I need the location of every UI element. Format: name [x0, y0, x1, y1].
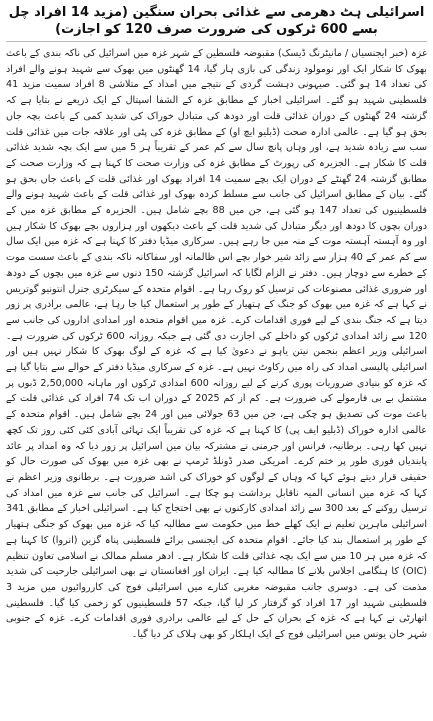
article-headline: اسرائیلی ہٹ دھرمی سے غذائی بحران سنگین (مزید 14 افراد چل بسے 600 ٹرکوں کی ضرورت صرف 120 کو اجازت)	[6, 4, 427, 42]
article-body: غزہ (خبر ایجنسیاں / مانیٹرنگ ڈیسک) مقبوضہ فلسطین کے شہر غزہ میں اسرائیل کی ناکہ بندی کے باعث بھوک کا شکار ایک اور نومولود زندگی کی بازی ہار گیا، 14 گھنٹوں میں بھوک سے شہید ہونے والے افراد کی تعداد 14 ہو گئی۔ صیہونی دہشت گردی کے نتیجے میں امداد کے متلاشی 8 افراد سمیت مزید 41 فلسطینی شہید ہو گئے۔ اسرائیلی اخبار کے مطابق غزہ کے الشفا اسپتال کے ایک ذریعے نے بتایا ہے کہ گزشتہ 24 گھنٹوں کے دوران غذائی قلت اور دودھ کی متبادل خوراک کی شدید کمی کے باعث بچہ جاں بحق ہو گیا ہے۔ عالمی ادارہ صحت (ڈبلیو ایچ او) کے مطابق غزہ کی پٹی اور علاقہ جات میں غذائی قلت سب سے زیادہ شدید ہے، اور وہاں پانچ سال سے کم عمر کے تقریباً ہر 5 میں سے ایک بچہ شدید غذائی قلت کا شکار ہے۔ الجزیرہ کی رپورٹ کے مطابق غزہ کی وزارت صحت کا کہنا ہے کہ وزارت صحت کے مطابق گزشتہ 24 گھنٹے کے دوران ایک بچے سمیت 14 افراد بھوک اور غذائی قلت کے باعث جاں بحق ہو گئے۔ بیان کے مطابق اسرائیل کی جانب سے مسلط کردہ بھوک اور غذائی قلت کے باعث شہید ہونے والے فلسطینیوں کی تعداد 147 ہو گئی ہے، جن میں 88 بچے شامل ہیں۔ الجزیرہ کے مطابق غزہ میں کے دوران بچوں کا دودھ اور دیگر متبادل کی شدید قلت کے باعث دیکھوں اور ہزاروں بچے بھوک کا شکار ہیں اور وہ آہستہ آہستہ موت کے منہ میں جا رہے ہیں۔ سرکاری میڈیا دفتر کا کہنا ہے کہ غزہ میں ایک سال سے کم عمر کے 40 ہزار سے زائد شیر خوار بچے اس ظالمانہ اور سفاکانہ ناکہ بندی کے باعث سست موت کے خطرے سے دوچار ہیں۔ دفتر نے الزام لگایا کہ اسرائیل گزشتہ 150 دنوں سے غزہ میں بچوں کے دودھ اور ضروری غذائی مصنوعات کی ترسیل کو روک رہا ہے۔ اقوام متحدہ کے سیکرٹری جنرل انتونیو گوتریس نے کہا ہے کہ غزہ میں بھوک کو جنگ کے ہتھیار کے طور پر استعمال کیا جا رہا ہے، عالمی برادری پر زور دیتا ہے کہ جنگ بندی کے لیے فوری اقدامات کرے۔ غزہ میں اقوام متحدہ اور امدادی اداروں کی جانب سے 120 سے زائد امدادی ٹرکوں کو داخلے کی اجازت دی گئی ہے جبکہ روزانہ 600 ٹرکوں کی ضرورت ہے۔ اسرائیلی وزیر اعظم بنجمن نیتن یاہو نے دعویٰ کیا ہے کہ غزہ کے لوگ بھوک کا شکار نہیں ہیں اور اسرائیلی پالیسی امداد کی راہ میں رکاوٹ نہیں ہے۔ غزہ کے سرکاری میڈیا دفتر کے حوالے سے بتایا گیا ہے کہ غزہ کو بنیادی ضروریات پوری کرنے کے لیے روزانہ 600 امدادی ٹرکوں اور ماہانہ 2,50,000 ڈبوں پر مشتمل بے بی فارمولے کی ضرورت ہے۔ کم از کم 2025 کے دوران اب تک 74 افراد کی غذائی قلت کے باعث موت کی تصدیق ہو چکی ہے، جن میں 63 جولائی میں اور 24 بچے شامل ہیں۔ اقوام متحدہ کے عالمی ادارہ خوراک (ڈبلیو ایف پی) کا کہنا ہے کہ غزہ کی تقریباً ایک تہائی آبادی کئی کئی روز تک کچھ نہیں کھا رہی۔ برطانیہ، فرانس اور جرمنی نے مشترکہ بیان میں اسرائیل پر زور دیا کہ وہ امداد پر عائد پابندیاں فوری طور پر ختم کرے۔ امریکی صدر ڈونلڈ ٹرمپ نے بھی غزہ میں بھوک کی صورت حال کو حقیقی قرار دیتے ہوئے کہا کہ وہاں کے لوگوں کو خوراک کی اشد ضرورت ہے۔ برطانوی وزیر اعظم نے کہا کہ غزہ میں انسانی المیہ ناقابل برداشت ہو چکا ہے۔ اسرائیل کی جانب سے غزہ میں امداد کی ترسیل روکنے کے بعد 300 سے زائد امدادی کارکنوں نے بھی احتجاج کیا ہے۔ اسرائیلی اخبار کے مطابق 341 اسرائیلی ماہرین تعلیم نے ایک کھلے خط میں حکومت سے مطالبہ کیا کہ غزہ میں بھوک کو جنگی ہتھیار کے طور پر استعمال بند کیا جائے۔ اقوام متحدہ کی ایجنسی برائے فلسطینی پناہ گزین (انروا) کا کہنا ہے کہ غزہ میں ہر 10 میں سے ایک بچہ غذائی قلت کا شکار ہے۔ ادھر مسلم ممالک نے اسلامی تعاون تنظیم (OIC) کا ہنگامی اجلاس بلانے کا مطالبہ کیا ہے۔ ایران اور افغانستان نے بھی اسرائیلی جارحیت کی شدید مذمت کی ہے۔ دوسری جانب مقبوضہ مغربی کنارے میں اسرائیلی فوج کی کارروائیوں میں مزید 3 فلسطینی شہید اور 17 افراد کو گرفتار کر لیا گیا، جبکہ 57 فلسطینیوں کو زخمی کیا گیا۔ فلسطینی اتھارٹی نے کہا ہے کہ غزہ کے بحران کے حل کے لیے عالمی برادری فوری اقدامات کرے۔ غزہ کے جنوبی شہر خان یونس میں اسرائیلی فوج کے ایک اہلکار کو بھی ہلاک کر دیا گیا۔	[6, 48, 428, 641]
